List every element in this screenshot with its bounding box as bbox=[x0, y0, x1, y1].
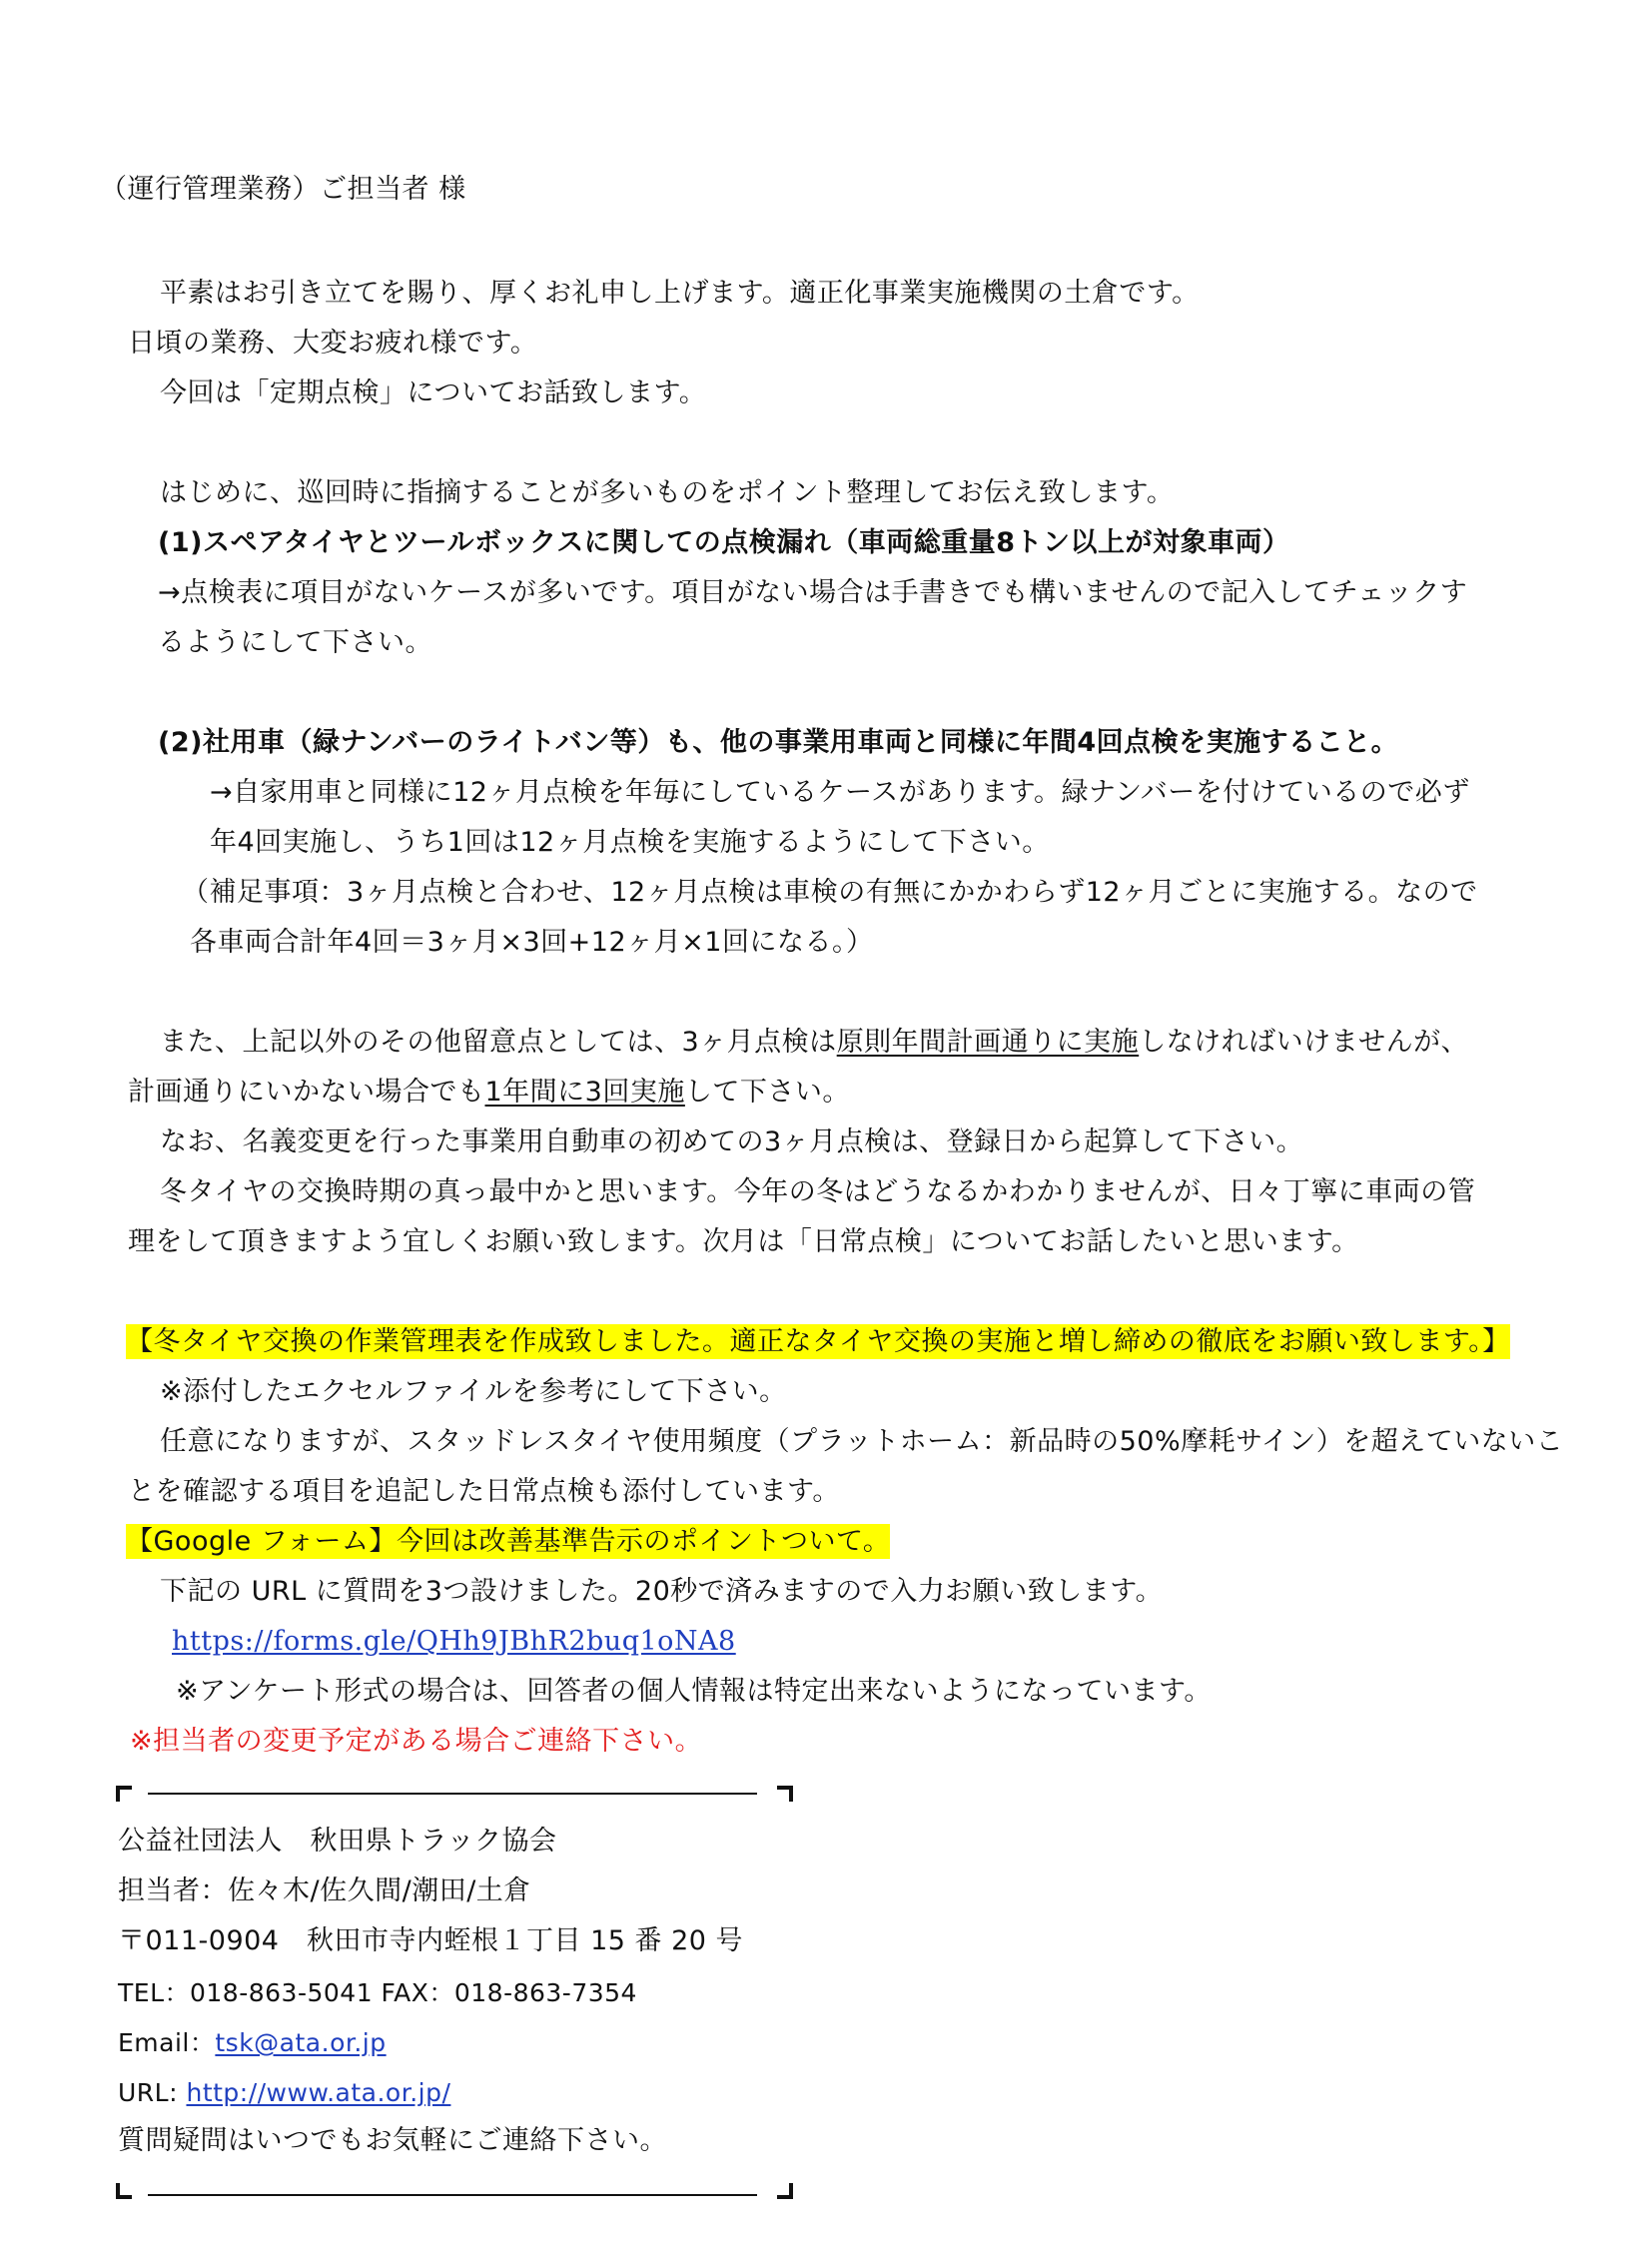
box-corner-bottom-right bbox=[777, 2183, 793, 2199]
contact-email-label: Email： bbox=[118, 2028, 216, 2057]
contact-email-row bbox=[118, 2025, 387, 2061]
box-corner-top-left bbox=[116, 1786, 132, 1802]
salutation: （運行管理業務）ご担当者 様 bbox=[100, 174, 466, 205]
intro-line-3: 今回は「定期点検」についてお話致します。 bbox=[160, 377, 707, 408]
point1-body-2: るようにして下さい。 bbox=[158, 627, 432, 658]
tire-notice-line-2: 任意になりますが、スタッドレスタイヤ使用頻度（プラットホーム：新品時の50%摩耗サイン）を超えていないこ bbox=[160, 1426, 1564, 1457]
other-line-1 bbox=[160, 1025, 1468, 1061]
point2-body-2: 年4回実施し、うち1回は12ヶ月点検を実施するようにして下さい。 bbox=[210, 827, 1050, 858]
box-bottom-rule bbox=[148, 2194, 757, 2196]
google-form-link[interactable]: https://forms.gle/QHh9JBhR2buq1oNA8 bbox=[172, 1626, 736, 1657]
point1-heading: (1)スペアタイヤとツールボックスに関しての点検漏れ（車両総重量8トン以上が対象車両） bbox=[158, 527, 1290, 558]
other-line-1-underlined: 原則年間計画通りに実施 bbox=[836, 1027, 1140, 1058]
other-line-3: なお、名義変更を行った事業用自動車の初めての3ヶ月点検は、登録日から起算して下さい。 bbox=[160, 1126, 1304, 1157]
contact-email-link[interactable]: tsk@ata.or.jp bbox=[215, 2028, 387, 2057]
point2-note-2: 各車両合計年4回＝3ヶ月×3回+12ヶ月×1回になる。） bbox=[190, 927, 874, 958]
google-form-highlight-text: 【Google フォーム】今回は改善基準告示のポイントついて。 bbox=[126, 1526, 891, 1557]
tire-notice-line-3: とを確認する項目を追記した日常点検も添付しています。 bbox=[128, 1476, 840, 1507]
other-line-4: 冬タイヤの交換時期の真っ最中かと思います。今年の冬はどうなるかわかりませんが、日々丁寧に車両の管 bbox=[160, 1176, 1476, 1207]
other-line-1-b: しなければいけませんが、 bbox=[1139, 1027, 1469, 1058]
tire-notice-line-1: ※添付したエクセルファイルを参考にして下さい。 bbox=[160, 1376, 787, 1407]
box-corner-bottom-left bbox=[116, 2183, 132, 2199]
tire-notice-highlight bbox=[126, 1324, 1510, 1360]
contact-staff: 担当者：佐々木/佐久間/潮田/土倉 bbox=[118, 1875, 531, 1906]
contact-address: 〒011-0904 秋田市寺内蛭根１丁目 15 番 20 号 bbox=[118, 1925, 744, 1956]
red-notice: ※担当者の変更予定がある場合ご連絡下さい。 bbox=[130, 1726, 703, 1757]
box-top-rule bbox=[148, 1793, 757, 1795]
other-line-5: 理をして頂きますよう宜しくお願い致します。次月は「日常点検」についてお話したいと思います。 bbox=[128, 1226, 1359, 1257]
contact-closing: 質問疑問はいつでもお気軽にご連絡下さい。 bbox=[118, 2125, 667, 2156]
other-line-2-underlined: 1年間に3回実施 bbox=[484, 1077, 685, 1108]
other-line-2 bbox=[128, 1075, 850, 1111]
intro-line-2: 日頃の業務、大変お疲れ様です。 bbox=[128, 328, 538, 359]
point2-body-1: →自家用車と同様に12ヶ月点検を年毎にしているケースがあります。緑ナンバーを付けているので必ず bbox=[210, 777, 1470, 808]
contact-url-link[interactable]: http://www.ata.or.jp/ bbox=[186, 2078, 451, 2107]
point2-note-1: （補足事項：3ヶ月点検と合わせ、12ヶ月点検は車検の有無にかかわらず12ヶ月ごとに実施する。なので bbox=[182, 877, 1478, 908]
box-corner-top-right bbox=[777, 1786, 793, 1802]
google-form-line-2: ※アンケート形式の場合は、回答者の個人情報は特定出来ないようになっています。 bbox=[176, 1676, 1212, 1707]
contact-url-row bbox=[118, 2075, 450, 2111]
contact-url-label: URL: bbox=[118, 2078, 187, 2107]
contact-tel-fax: TEL：018-863-5041 FAX：018-863-7354 bbox=[118, 1978, 637, 2007]
tire-notice-highlight-text: 【冬タイヤ交換の作業管理表を作成致しました。適正なタイヤ交換の実施と増し締めの徹底をお願い致します。】 bbox=[126, 1326, 1510, 1357]
google-form-url-row bbox=[172, 1624, 736, 1660]
contact-org: 公益社団法人 秋田県トラック協会 bbox=[118, 1826, 557, 1857]
point1-body-1: →点検表に項目がないケースが多いです。項目がない場合は手書きでも構いませんので記入してチェックす bbox=[158, 577, 1468, 608]
other-line-1-a: また、上記以外のその他留意点としては、3ヶ月点検は bbox=[160, 1027, 837, 1058]
points-intro: はじめに、巡回時に指摘することが多いものをポイント整理してお伝え致します。 bbox=[160, 477, 1175, 508]
other-line-2-b: して下さい。 bbox=[684, 1077, 850, 1108]
google-form-highlight bbox=[126, 1524, 890, 1560]
point2-heading: (2)社用車（緑ナンバーのライトバン等）も、他の事業用車両と同様に年間4回点検を実施すること。 bbox=[158, 727, 1399, 758]
google-form-line-1: 下記の URL に質問を3つ設けました。20秒で済みますので入力お願い致します。 bbox=[160, 1576, 1164, 1607]
intro-line-1: 平素はお引き立てを賜り、厚くお礼申し上げます。適正化事業実施機関の土倉です。 bbox=[160, 278, 1200, 309]
other-line-2-a: 計画通りにいかない場合でも bbox=[128, 1077, 485, 1108]
